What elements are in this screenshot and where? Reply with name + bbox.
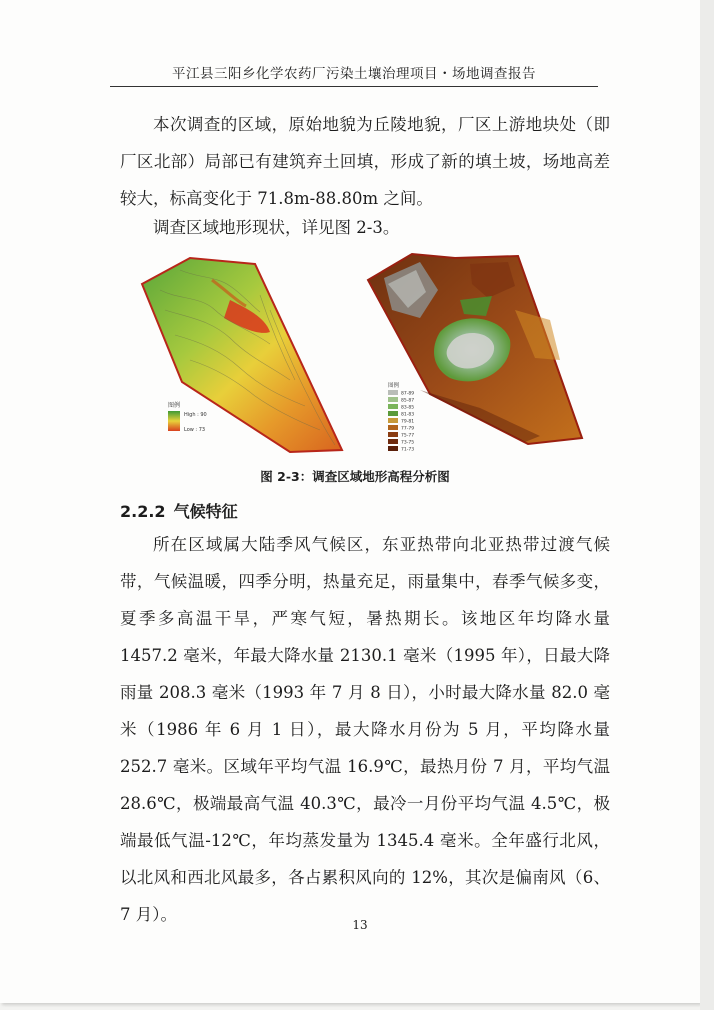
right-legend-swatch (388, 432, 398, 437)
header-rule (110, 86, 598, 87)
running-header: 平江县三阳乡化学农药厂污染土壤治理项目・场地调查报告 (172, 66, 536, 82)
right-legend-swatch (388, 418, 398, 423)
right-legend-label: 81-83 (401, 412, 415, 418)
right-legend-swatch (388, 404, 398, 409)
scan-edge (700, 0, 714, 1010)
right-map-legend (388, 381, 414, 453)
right-legend-title: 图例 (388, 383, 400, 389)
right-legend-label: 83-85 (401, 405, 415, 411)
figure-caption: 图 2-3：调查区域地形高程分析图 (260, 469, 450, 484)
right-legend-swatch (388, 390, 398, 395)
page-number: 13 (352, 918, 368, 932)
left-legend-high: High : 90 (184, 412, 207, 418)
right-legend-label: 79-81 (401, 419, 415, 425)
right-legend-swatch (388, 446, 398, 451)
left-legend-title: 图例 (168, 402, 181, 409)
terrain-elevation-figure (120, 240, 600, 460)
right-legend-label: 77-79 (401, 426, 415, 432)
terrain-maps-svg (120, 240, 600, 460)
right-legend-label: 71-73 (401, 447, 415, 453)
section-title: 气候特征 (173, 502, 238, 521)
right-legend-label: 73-75 (401, 440, 415, 446)
paragraph-climate: 所在区域属大陆季风气候区，东亚热带向北亚热带过渡气候带，气候温暖，四季分明，热量充足，雨量集中，春季气候多变，夏季多高温干旱，严寒气短，暑热期长。该地区年均降水量 1457.2 毫米，年最大降水量 2130.1 毫米（1995 年），日最大降雨量 208.3 毫米（1993 年 7 月 8 日），小时最大降水量 82.0 毫米（1986 年 6 月 1 日），最大降水月份为 5 月，平均降水量 252.7 毫米。区域年平均气温 16.9℃，最热月份 7 月，平均气温 28.6℃，极端最高气温 40.3℃，最冷一月份平均气温 4.5℃，极端最低气温-12℃，年均蒸发量为 1345.4 毫米。全年盛行北风，以北风和西北风最多，各占累积风向的 12%，其次是偏南风（6、7 月）。 (120, 535, 610, 924)
right-legend-label: 75-77 (401, 433, 415, 439)
right-legend-swatch (388, 425, 398, 430)
paragraph-terrain: 本次调查的区域，原始地貌为丘陵地貌，厂区上游地块处（即厂区北部）局部已有建筑弃土回填，形成了新的填土坡，场地高差较大，标高变化于 71.8m-88.80m 之间。 (120, 115, 610, 208)
paragraph-figure-ref: 调查区域地形现状，详见图 2-3。 (153, 218, 400, 237)
section-heading (120, 499, 238, 522)
right-legend-label: 87-89 (401, 391, 415, 397)
left-map-legend (168, 401, 207, 433)
right-legend-swatch (388, 397, 398, 402)
right-legend-swatch (388, 439, 398, 444)
left-legend-low: Low : 73 (184, 427, 206, 433)
right-legend-swatch (388, 411, 398, 416)
right-legend-label: 85-87 (401, 398, 415, 404)
left-legend-ramp (168, 411, 180, 431)
section-number: 2.2.2 (120, 502, 166, 521)
